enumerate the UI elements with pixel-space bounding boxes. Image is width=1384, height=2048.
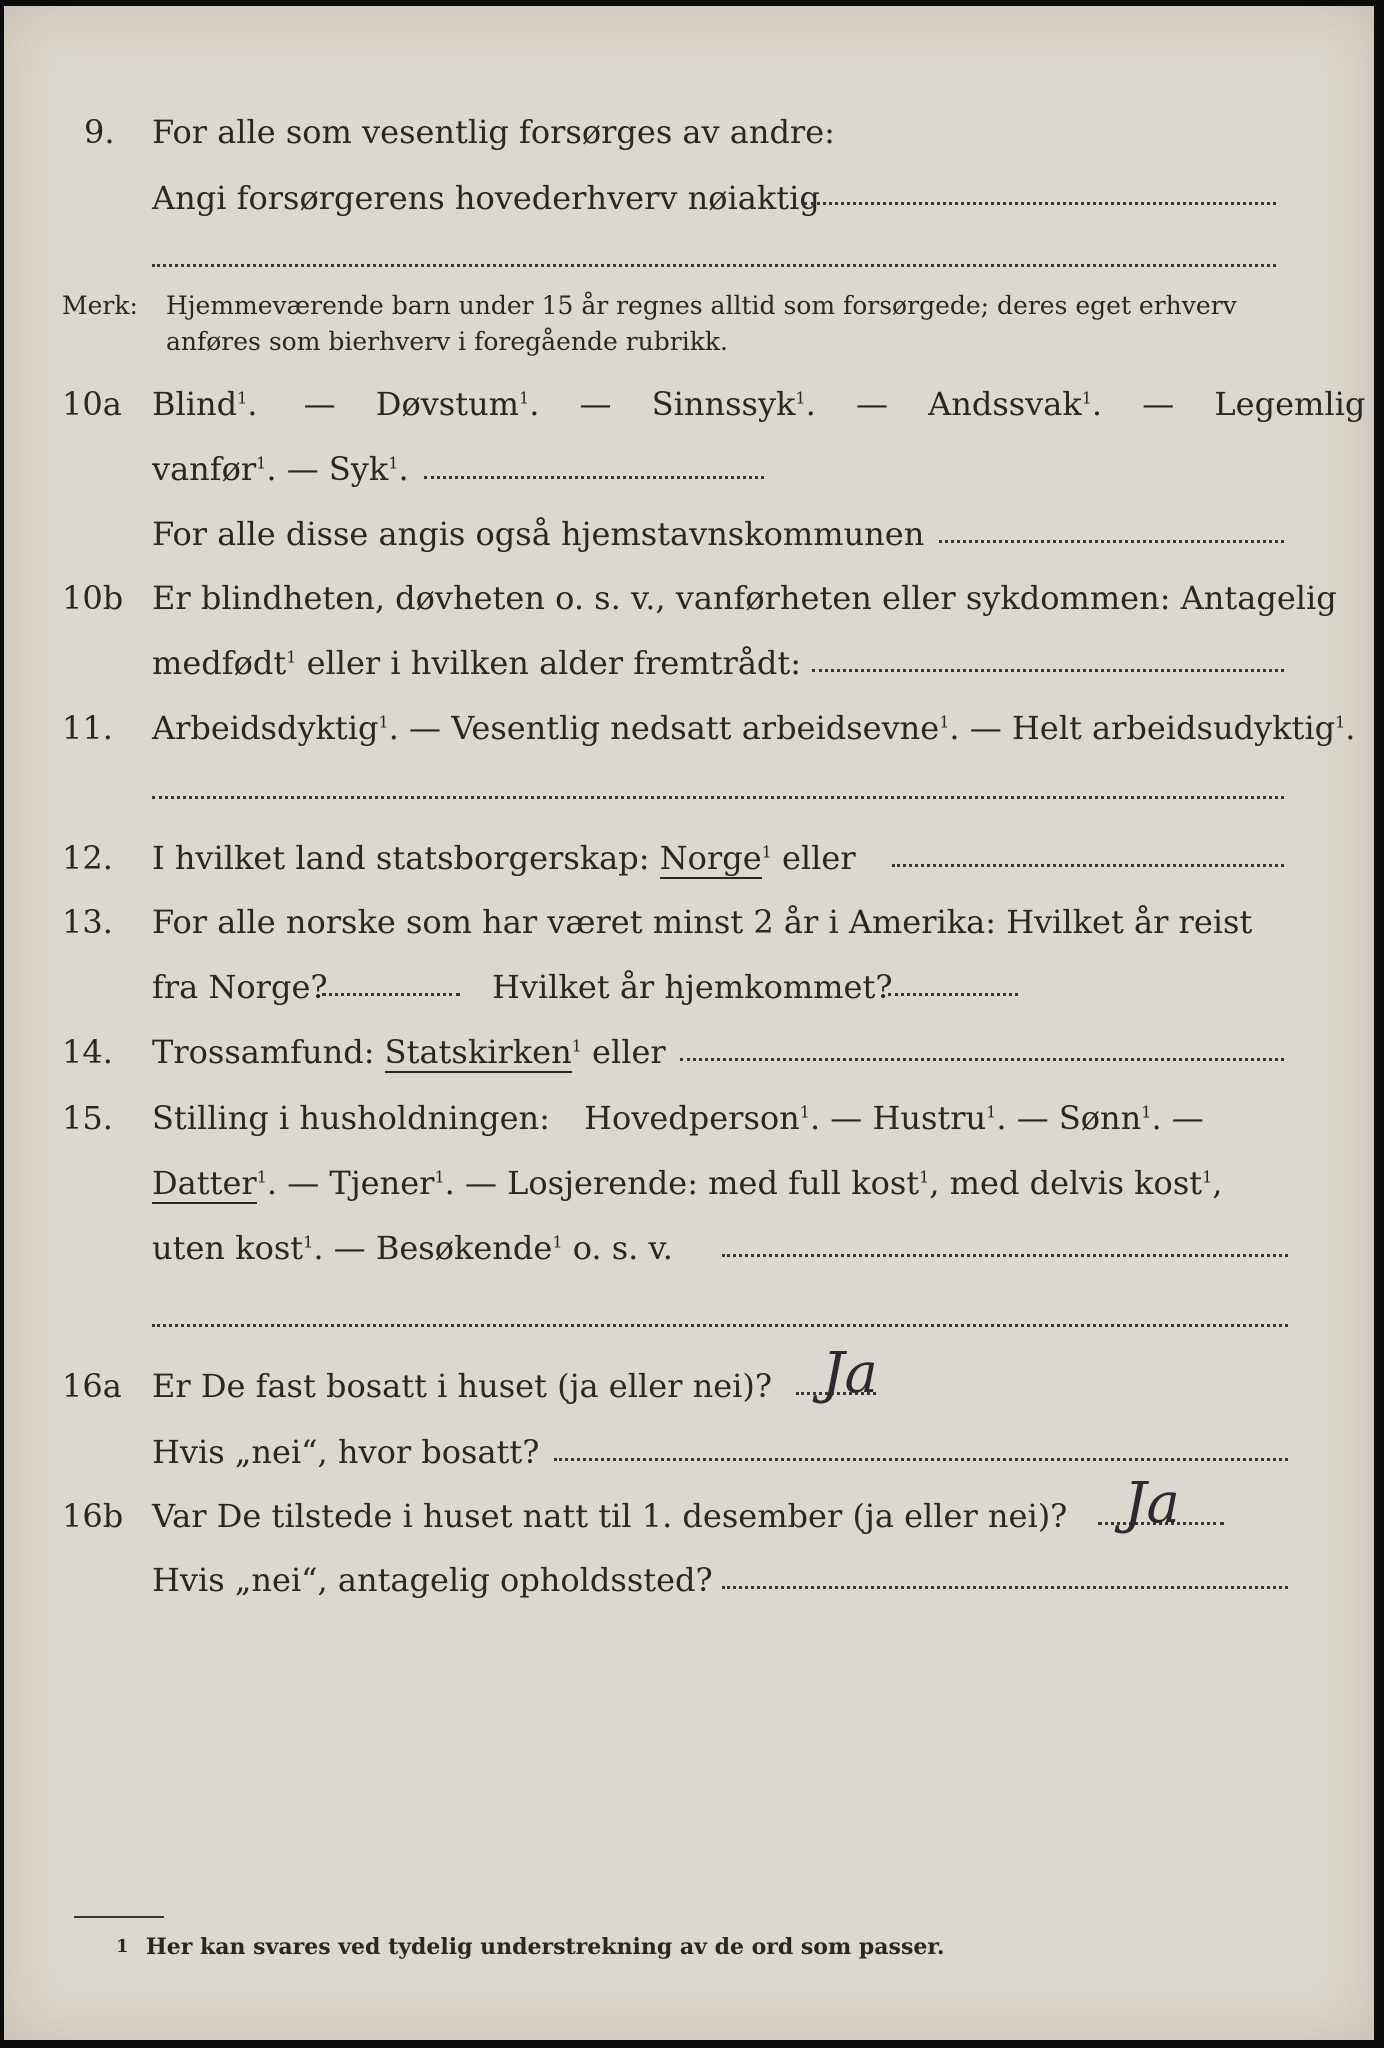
q11-nedsatt[interactable]: Vesentlig nedsatt arbeidsevne bbox=[451, 709, 940, 747]
q12-number: 12. bbox=[62, 839, 113, 877]
q10a-syk-line[interactable] bbox=[424, 476, 764, 479]
q13-line1: For alle norske som har været minst 2 år i Amerika: Hvilket år reist bbox=[152, 903, 1253, 941]
q13-hjemkommet-line[interactable] bbox=[888, 993, 1018, 996]
q16b-handwritten-answer: Ja bbox=[1124, 1471, 1180, 1536]
q15-utenkost[interactable]: uten kost bbox=[152, 1229, 304, 1267]
q9-answer-line[interactable] bbox=[804, 202, 1276, 205]
q15-number: 15. bbox=[62, 1099, 113, 1137]
q15-hustru[interactable]: Hustru bbox=[872, 1099, 987, 1137]
q15-meddelvis[interactable]: med delvis kost bbox=[949, 1164, 1203, 1202]
q12-norge-underlined[interactable]: Norge bbox=[659, 839, 762, 877]
q15-answer-line[interactable] bbox=[722, 1254, 1288, 1257]
q15-sonn[interactable]: Sønn bbox=[1058, 1099, 1142, 1137]
q16b-opholdssted-line[interactable] bbox=[722, 1586, 1288, 1589]
footnote-mark: 1 bbox=[116, 1936, 129, 1957]
q9-extra-line[interactable] bbox=[152, 264, 1276, 267]
q16a-number: 16a bbox=[62, 1367, 122, 1405]
q16a-bosatt-line[interactable] bbox=[554, 1458, 1288, 1461]
q16b-number: 16b bbox=[62, 1497, 124, 1535]
q15-extra-line[interactable] bbox=[152, 1324, 1288, 1327]
q16a-line2: Hvis „nei“, hvor bosatt? bbox=[152, 1433, 540, 1471]
q14-number: 14. bbox=[62, 1033, 113, 1071]
q12-line1: I hvilket land statsborgerskap: Norge$^1$ eller bbox=[152, 839, 856, 877]
q10a-legemlig[interactable]: Legemlig bbox=[1214, 385, 1366, 423]
q10b-answer-line[interactable] bbox=[812, 669, 1284, 672]
q10a-syk[interactable]: Syk bbox=[328, 450, 389, 488]
q13-reist-line[interactable] bbox=[322, 993, 460, 996]
q10a-andssvak[interactable]: Andssvak bbox=[928, 385, 1082, 423]
q11-udyktig[interactable]: Helt arbeidsudyktig bbox=[1011, 709, 1336, 747]
q10b-line2: medfødt$^1$ eller i hvilken alder fremtrådt: bbox=[152, 644, 802, 682]
q16b-line1: Var De tilstede i huset natt til 1. desember (ja eller nei)? bbox=[152, 1497, 1068, 1535]
q9-line2: Angi forsørgerens hovederhverv nøiaktig bbox=[152, 179, 820, 217]
q10a-number: 10a bbox=[62, 385, 122, 423]
q10a-vanfor[interactable]: vanfør bbox=[152, 450, 257, 488]
q10a-dovstum[interactable]: Døvstum bbox=[375, 385, 520, 423]
merk-label: Merk: bbox=[62, 291, 138, 320]
q10a-sinnssyk[interactable]: Sinnssyk bbox=[651, 385, 796, 423]
q10a-line3: For alle disse angis også hjemstavnskommunen bbox=[152, 515, 925, 553]
q10a-line2: vanfør$^1$. — Syk$^1$. bbox=[152, 450, 409, 488]
q12-answer-line[interactable] bbox=[892, 864, 1284, 867]
q13-line2b: Hvilket år hjemkommet? bbox=[492, 968, 893, 1006]
q9-number: 9. bbox=[84, 113, 115, 151]
q10a-line1: Blind$^1$. — Døvstum$^1$. — Sinnssyk$^1$. — Andssvak$^1$. — Legemlig bbox=[152, 385, 1366, 423]
footnote-text: Her kan svares ved tydelig understrekning av de ord som passer. bbox=[146, 1934, 945, 1960]
q11-extra-line[interactable] bbox=[152, 796, 1284, 799]
q10a-kommune-line[interactable] bbox=[939, 540, 1284, 543]
q16a-line1: Er De fast bosatt i huset (ja eller nei)? bbox=[152, 1367, 773, 1405]
q13-number: 13. bbox=[62, 903, 113, 941]
q16b-line2: Hvis „nei“, antagelig opholdssted? bbox=[152, 1561, 713, 1599]
merk-line1: Hjemmeværende barn under 15 år regnes alltid som forsørgede; deres eget erhverv bbox=[166, 291, 1237, 320]
q15-line2: Datter$^1$. — Tjener$^1$. — Losjerende: med full kost$^1$, med delvis kost$^1$, bbox=[152, 1164, 1223, 1202]
q14-answer-line[interactable] bbox=[680, 1058, 1284, 1061]
q14-statskirken-underlined[interactable]: Statskirken bbox=[384, 1033, 572, 1071]
q10b-number: 10b bbox=[62, 579, 124, 617]
q9-line1: For alle som vesentlig forsørges av andre: bbox=[152, 113, 835, 151]
q11-arbeidsdyktig[interactable]: Arbeidsdyktig bbox=[152, 709, 379, 747]
q15-losjerende[interactable]: Losjerende: bbox=[507, 1164, 698, 1202]
q13-line2a: fra Norge? bbox=[152, 968, 328, 1006]
q15-besokende[interactable]: Besøkende bbox=[375, 1229, 553, 1267]
q15-tjener[interactable]: Tjener bbox=[329, 1164, 435, 1202]
q15-medfull[interactable]: med full kost bbox=[708, 1164, 920, 1202]
q15-hovedperson[interactable]: Hovedperson bbox=[584, 1099, 800, 1137]
q15-line1: Stilling i husholdningen: Hovedperson$^1$. — Hustru$^1$. — Sønn$^1$. — bbox=[152, 1099, 1204, 1137]
q15-datter-underlined[interactable]: Datter bbox=[152, 1164, 257, 1202]
census-form-page bbox=[4, 6, 1374, 2040]
merk-line2: anføres som bierhverv i foregående rubrikk. bbox=[166, 327, 728, 356]
q15-line3: uten kost$^1$. — Besøkende$^1$ o. s. v. bbox=[152, 1229, 673, 1267]
q16a-handwritten-answer: Ja bbox=[822, 1341, 878, 1406]
q11-line1: Arbeidsdyktig$^1$. — Vesentlig nedsatt arbeidsevne$^1$. — Helt arbeidsudyktig$^1$. bbox=[152, 709, 1356, 747]
footnote-rule bbox=[74, 1916, 164, 1918]
q14-line1: Trossamfund: Statskirken$^1$ eller bbox=[152, 1033, 666, 1071]
q11-number: 11. bbox=[62, 709, 113, 747]
q10b-line1: Er blindheten, døvheten o. s. v., vanførheten eller sykdommen: Antagelig bbox=[152, 579, 1337, 617]
q10a-blind[interactable]: Blind bbox=[152, 385, 238, 423]
